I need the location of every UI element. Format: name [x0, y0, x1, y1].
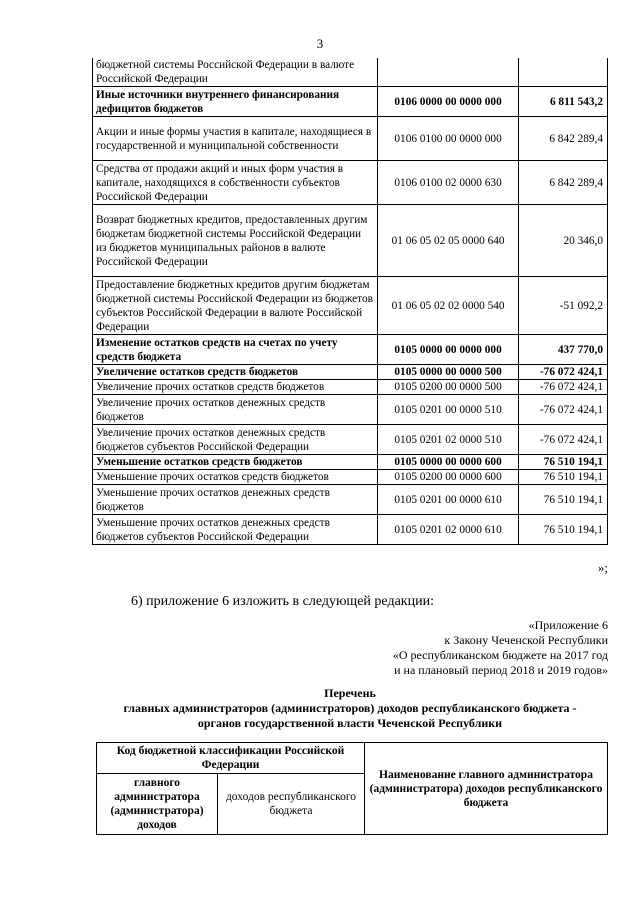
- row-value: -76 072 424,1: [519, 380, 608, 395]
- page-number: 3: [316, 36, 324, 51]
- row-name: Уменьшение прочих остатков денежных средств бюджетов субъектов Российской Федерации: [93, 515, 378, 545]
- row-code: 0106 0100 00 0000 000: [377, 117, 519, 161]
- admin-column-header: главного администратора (администратора) доходов: [97, 774, 218, 835]
- row-name: Увеличение прочих остатков денежных средств бюджетов: [93, 395, 378, 425]
- heading-line: главных администраторов (администраторов) доходов республиканского бюджета -: [123, 701, 577, 715]
- row-name: Акции и иные формы участия в капитале, находящиеся в государственной и муниципальной собственности: [93, 117, 378, 161]
- item-6-text: 6) приложение 6 изложить в следующей редакции:: [131, 594, 434, 609]
- row-value: 6 842 289,4: [519, 161, 608, 205]
- code-header: Код бюджетной классификации Российской Федерации: [97, 743, 365, 774]
- row-value: -76 072 424,1: [519, 425, 608, 455]
- table-row: [93, 87, 608, 117]
- row-name: бюджетной системы Российской Федерации в валюте Российской Федерации: [93, 58, 378, 87]
- row-value: 76 510 194,1: [519, 455, 608, 470]
- row-name: Уменьшение прочих остатков денежных средств бюджетов: [93, 485, 378, 515]
- row-name: Предоставление бюджетных кредитов другим бюджетам бюджетной системы Российской Федерации из бюджетов субъектов Российской Федерации в валюте Российской Федерации: [93, 277, 378, 335]
- row-name: Увеличение остатков средств бюджетов: [93, 365, 378, 380]
- row-name: Уменьшение остатков средств бюджетов: [93, 455, 378, 470]
- table-row: [93, 117, 608, 161]
- row-code: 01 06 05 02 05 0000 640: [377, 205, 519, 277]
- row-value: [519, 58, 608, 87]
- row-code: 0105 0200 00 0000 500: [377, 380, 519, 395]
- list-heading: [60, 686, 640, 731]
- name-column-header: Наименование главного администратора (администратора) доходов республиканского бюджета: [365, 743, 608, 835]
- row-name: Увеличение прочих остатков средств бюджетов: [93, 380, 378, 395]
- table-row: [93, 335, 608, 365]
- row-name: Средства от продажи акций и иных форм участия в капитале, находящихся в собственности субъектов Российской Федерации: [93, 161, 378, 205]
- table-row: [93, 380, 608, 395]
- row-value: 20 346,0: [519, 205, 608, 277]
- appendix-note: [393, 618, 608, 678]
- row-code: 0105 0000 00 0000 000: [377, 335, 519, 365]
- row-name: Изменение остатков средств на счетах по учету средств бюджета: [93, 335, 378, 365]
- row-code: 01 06 05 02 02 0000 540: [377, 277, 519, 335]
- row-value: 6 842 289,4: [519, 117, 608, 161]
- table-row: [93, 485, 608, 515]
- table-row: [93, 58, 608, 87]
- quote-close: »;: [597, 560, 608, 575]
- heading-title: Перечень: [324, 686, 376, 700]
- administrators-table-header: [96, 742, 608, 835]
- row-value: -51 092,2: [519, 277, 608, 335]
- table-row: [93, 425, 608, 455]
- income-column-header: доходов республиканского бюджета: [218, 774, 365, 835]
- row-code: 0105 0201 02 0000 510: [377, 425, 519, 455]
- row-value: 76 510 194,1: [519, 485, 608, 515]
- table-row: [93, 455, 608, 470]
- row-value: 76 510 194,1: [519, 470, 608, 485]
- heading-line: органов государственной власти Чеченской Республики: [197, 716, 503, 730]
- row-code: 0105 0200 00 0000 600: [377, 470, 519, 485]
- table-row: [93, 161, 608, 205]
- appendix-line: и на плановый период 2018 и 2019 годов»: [394, 663, 608, 677]
- row-code: 0105 0201 00 0000 510: [377, 395, 519, 425]
- row-value: -76 072 424,1: [519, 365, 608, 380]
- row-code: 0105 0000 00 0000 600: [377, 455, 519, 470]
- row-value: 76 510 194,1: [519, 515, 608, 545]
- row-code: 0105 0000 00 0000 500: [377, 365, 519, 380]
- table-row: [93, 365, 608, 380]
- table-row: [93, 277, 608, 335]
- row-name: Увеличение прочих остатков денежных средств бюджетов субъектов Российской Федерации: [93, 425, 378, 455]
- table-row: [93, 515, 608, 545]
- table-row: [93, 395, 608, 425]
- appendix-line: «Приложение 6: [528, 618, 608, 632]
- row-name: Возврат бюджетных кредитов, предоставленных другим бюджетам бюджетной системы Российской Федерации из бюджетов муниципальных районов в валюте Российской Федерации: [93, 205, 378, 277]
- table-row: [93, 470, 608, 485]
- row-value: 437 770,0: [519, 335, 608, 365]
- row-name: Иные источники внутреннего финансирования дефицитов бюджетов: [93, 87, 378, 117]
- row-value: 6 811 543,2: [519, 87, 608, 117]
- row-code: 0105 0201 02 0000 610: [377, 515, 519, 545]
- sources-table: [92, 58, 608, 545]
- row-name: Уменьшение прочих остатков средств бюджетов: [93, 470, 378, 485]
- table-row: [93, 205, 608, 277]
- row-code: 0105 0201 00 0000 610: [377, 485, 519, 515]
- appendix-line: к Закону Чеченской Республики: [444, 633, 608, 647]
- row-code: 0106 0100 02 0000 630: [377, 161, 519, 205]
- row-code: [377, 58, 519, 87]
- row-code: 0106 0000 00 0000 000: [377, 87, 519, 117]
- appendix-line: «О республиканском бюджете на 2017 год: [392, 648, 608, 662]
- row-value: -76 072 424,1: [519, 395, 608, 425]
